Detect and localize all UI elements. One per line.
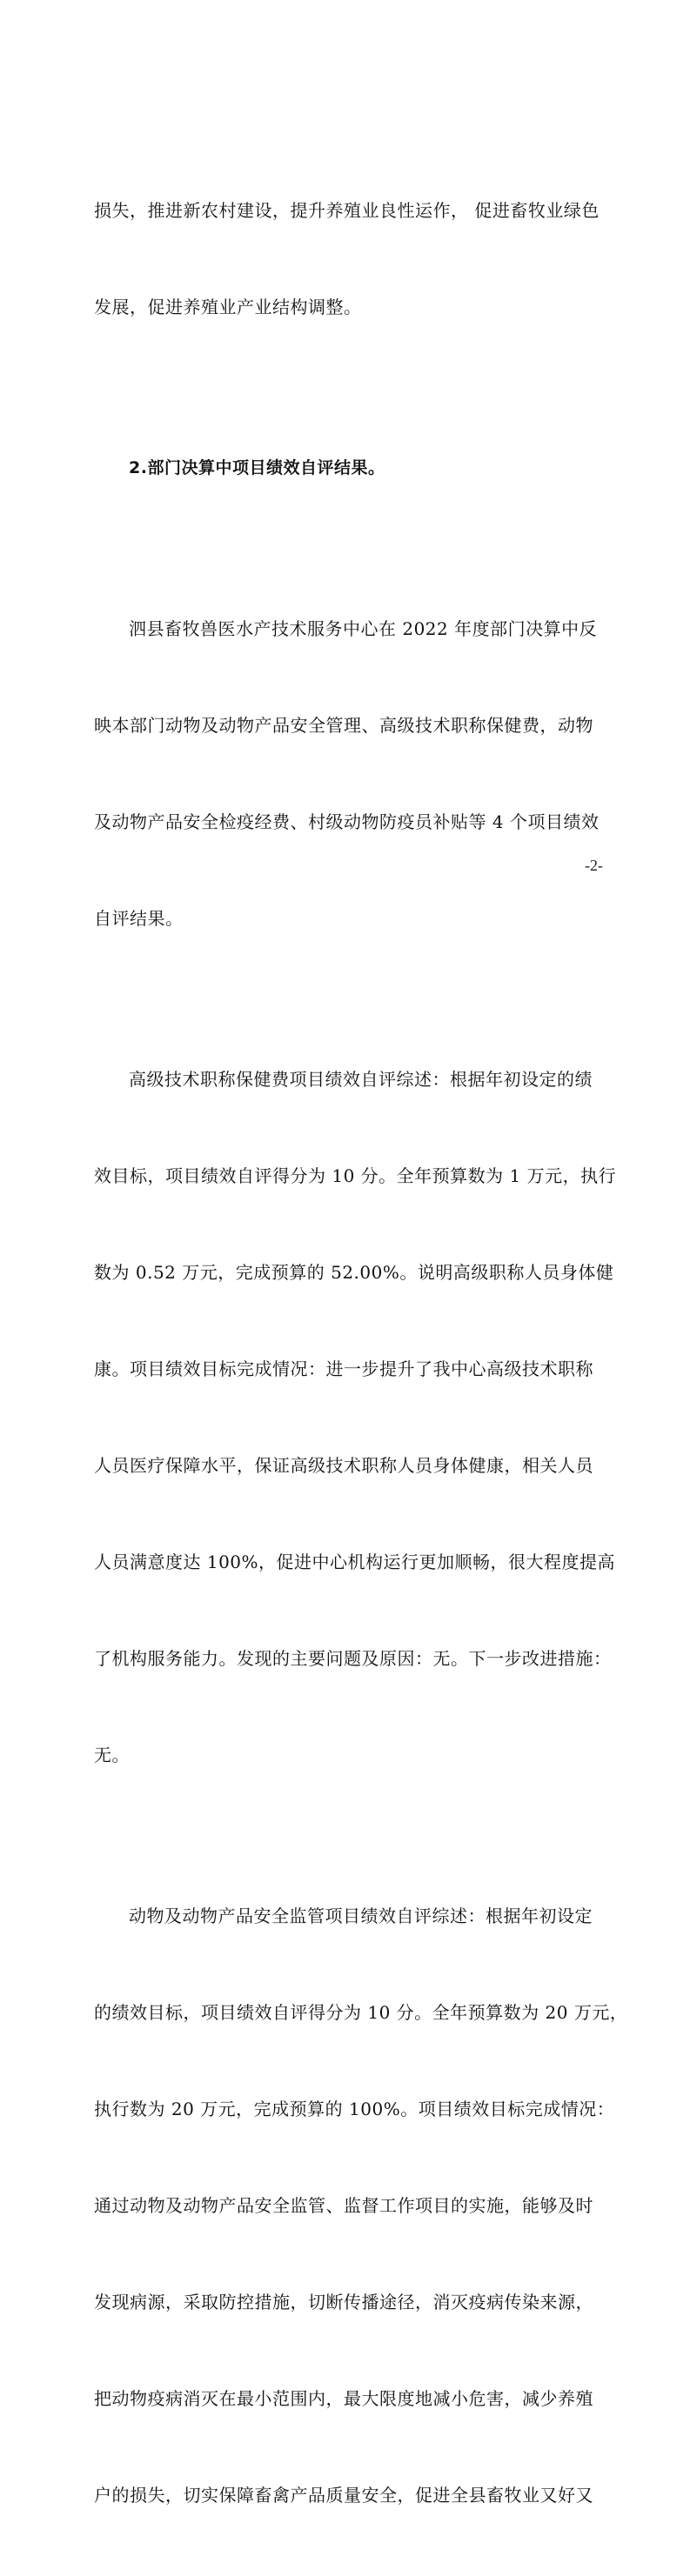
page-number: -2- bbox=[585, 857, 603, 874]
text-line: 把动物疫病消灭在最小范围内，最大限度地减小危害，减少养殖 bbox=[94, 2388, 593, 2409]
text-line: 高级技术职称保健费项目绩效自评综述：根据年初设定的绩 bbox=[129, 1069, 593, 1090]
text-line: 发展，促进养殖业产业结构调整。 bbox=[94, 297, 362, 317]
text-line: 及动物产品安全检疫经费、村级动物防疫员补贴等 4 个项目绩效 bbox=[94, 811, 600, 832]
text-line: 户的损失，切实保障畜禽产品质量安全，促进全县畜牧业又好又 bbox=[94, 2485, 593, 2506]
heading-text: 2.部门决算中项目绩效自评结果。 bbox=[129, 458, 385, 477]
text-line: 通过动物及动物产品安全监管、监督工作项目的实施，能够及时 bbox=[94, 2195, 593, 2216]
paragraph-animal-safety bbox=[94, 1836, 628, 2576]
text-line: 康。项目绩效目标完成情况：进一步提升了我中心高级技术职称 bbox=[94, 1358, 593, 1379]
text-line: 损失，推进新农村建设，提升养殖业良性运作， 促进畜牧业绿色 bbox=[94, 200, 600, 221]
text-line: 动物及动物产品安全监管项目绩效自评综述：根据年初设定 bbox=[129, 1905, 593, 1926]
text-line: 执行数为 20 万元，完成预算的 100%。项目绩效目标完成情况： bbox=[94, 2099, 615, 2119]
text-line: 数为 0.52 万元，完成预算的 52.00%。说明高级职称人员身体健 bbox=[94, 1262, 614, 1283]
text-line: 发现病源，采取防控措施，切断传播途径，消灭疫病传染来源， bbox=[94, 2292, 593, 2312]
text-line: 人员医疗保障水平，保证高级技术职称人员身体健康，相关人员 bbox=[94, 1455, 593, 1476]
text-line: 的绩效目标，项目绩效自评得分为 10 分。全年预算数为 20 万元， bbox=[94, 2002, 628, 2023]
document-body bbox=[94, 130, 628, 2576]
text-line: 无。 bbox=[94, 1745, 130, 1765]
section-heading bbox=[94, 388, 603, 549]
paragraph-health-fee bbox=[94, 999, 617, 1836]
paragraph-summary bbox=[94, 549, 603, 999]
text-line: 效目标，项目绩效自评得分为 10 分。全年预算数为 1 万元，执行 bbox=[94, 1165, 617, 1186]
text-line: 映本部门动物及动物产品安全管理、高级技术职称保健费，动物 bbox=[94, 715, 593, 736]
text-line: 泗县畜牧兽医水产技术服务中心在 2022 年度部门决算中反 bbox=[129, 618, 598, 639]
text-line: 人员满意度达 100%，促进中心机构运行更加顺畅，很大程度提高 bbox=[94, 1552, 616, 1572]
text-line: 了机构服务能力。发现的主要问题及原因：无。下一步改进措施： bbox=[94, 1648, 612, 1669]
text-line: 自评结果。 bbox=[94, 908, 184, 929]
paragraph-continuation bbox=[94, 130, 603, 388]
